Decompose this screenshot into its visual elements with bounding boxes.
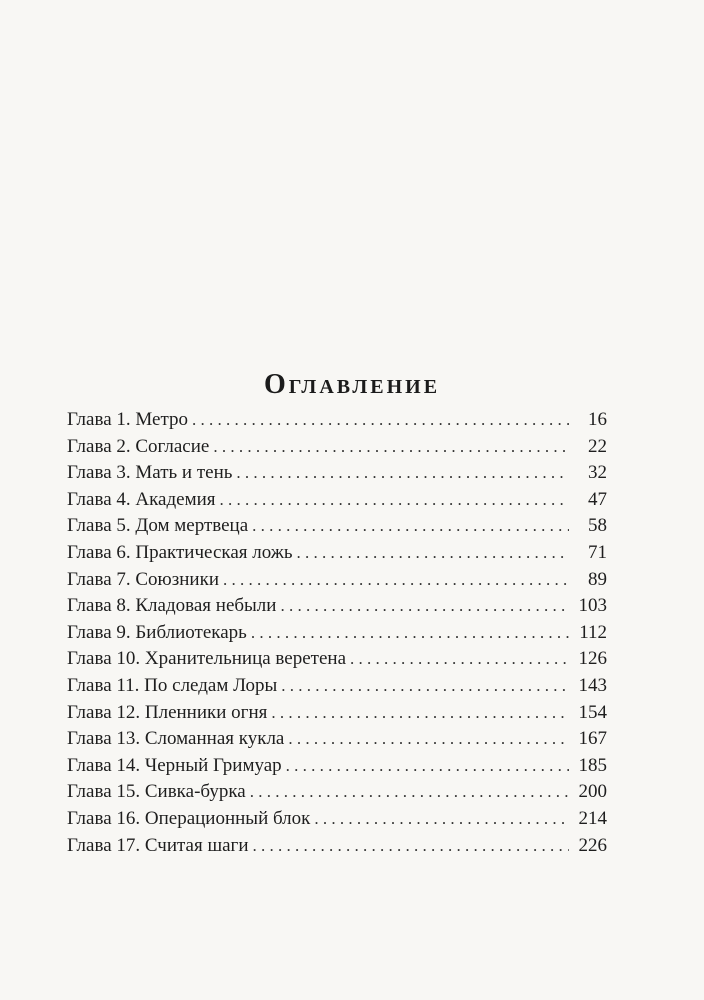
toc-entry-label: Глава 15. Сивка-бурка (67, 781, 246, 803)
toc-dot-leader (220, 489, 569, 511)
toc-dot-leader (271, 702, 569, 724)
toc-entry (67, 462, 607, 489)
toc-entry-page: 112 (579, 621, 607, 643)
toc-dot-leader (192, 409, 569, 431)
toc-entry-label: Глава 17. Считая шаги (67, 834, 249, 856)
toc-entry (67, 569, 607, 596)
toc-entry-page: 16 (588, 409, 607, 430)
toc-entry (67, 489, 607, 516)
toc-entry-page: 32 (588, 462, 607, 484)
toc-dot-leader (253, 835, 569, 857)
toc-entry-label: Глава 1. Метро (67, 409, 188, 430)
toc-entry-page: 143 (578, 674, 607, 696)
toc-entry-page: 58 (588, 515, 607, 537)
toc-entry-label: Глава 10. Хранительница веретена (67, 648, 346, 670)
toc-entry-page: 214 (578, 807, 607, 829)
toc-entry-page: 126 (578, 648, 607, 670)
toc-entry (67, 542, 607, 569)
toc-entry-page: 185 (578, 754, 607, 776)
toc-entry-page: 154 (578, 701, 607, 723)
toc-entry-label: Глава 5. Дом мертвеца (67, 515, 249, 537)
toc-dot-leader (314, 808, 569, 830)
toc-entry-page: 167 (578, 728, 607, 750)
toc-entry-label: Глава 3. Мать и тень (67, 462, 233, 484)
table-of-contents (67, 409, 607, 861)
toc-entry-page: 226 (578, 834, 607, 856)
toc-entry-label: Глава 12. Пленники огня (67, 701, 268, 723)
toc-dot-leader (250, 781, 569, 803)
toc-entry-label: Глава 2. Согласие (67, 435, 210, 457)
toc-entry-page: 103 (578, 595, 607, 617)
toc-dot-leader (252, 515, 569, 537)
toc-entry-page: 89 (588, 568, 607, 590)
toc-entry-label: Глава 11. По следам Лоры (67, 674, 278, 696)
toc-dot-leader (281, 675, 569, 697)
toc-entry-label: Глава 4. Академия (67, 488, 216, 510)
toc-entry-page: 22 (588, 435, 607, 457)
toc-heading: Оглавление (263, 368, 441, 400)
toc-dot-leader (223, 569, 569, 591)
toc-entry (67, 409, 607, 436)
toc-dot-leader (350, 648, 569, 670)
toc-entry-page: 71 (588, 541, 607, 563)
toc-entry-label: Глава 16. Операционный блок (67, 807, 311, 829)
toc-entry-label: Глава 7. Союзники (67, 568, 219, 590)
toc-entry (67, 648, 607, 675)
toc-entry-label: Глава 13. Сломанная кукла (67, 728, 285, 750)
toc-entry-label: Глава 14. Черный Гримуар (67, 754, 282, 776)
toc-entry (67, 702, 607, 729)
toc-dot-leader (286, 755, 569, 777)
toc-entry (67, 622, 607, 649)
toc-entry (67, 781, 607, 808)
toc-entry-label: Глава 6. Практическая ложь (67, 541, 293, 563)
toc-dot-leader (213, 436, 569, 458)
toc-entry-page: 200 (578, 781, 607, 803)
toc-entry (67, 808, 607, 835)
toc-entry (67, 835, 607, 862)
toc-dot-leader (251, 622, 569, 644)
toc-entry-label: Глава 8. Кладовая небыли (67, 595, 277, 617)
toc-dot-leader (297, 542, 569, 564)
toc-entry (67, 515, 607, 542)
toc-entry (67, 595, 607, 622)
toc-entry (67, 728, 607, 755)
toc-entry-page: 47 (588, 488, 607, 510)
toc-entry (67, 755, 607, 782)
toc-dot-leader (288, 728, 569, 750)
toc-entry (67, 436, 607, 463)
toc-entry-label: Глава 9. Библиотекарь (67, 621, 247, 643)
toc-dot-leader (280, 595, 569, 617)
toc-dot-leader (236, 462, 569, 484)
toc-entry (67, 675, 607, 702)
